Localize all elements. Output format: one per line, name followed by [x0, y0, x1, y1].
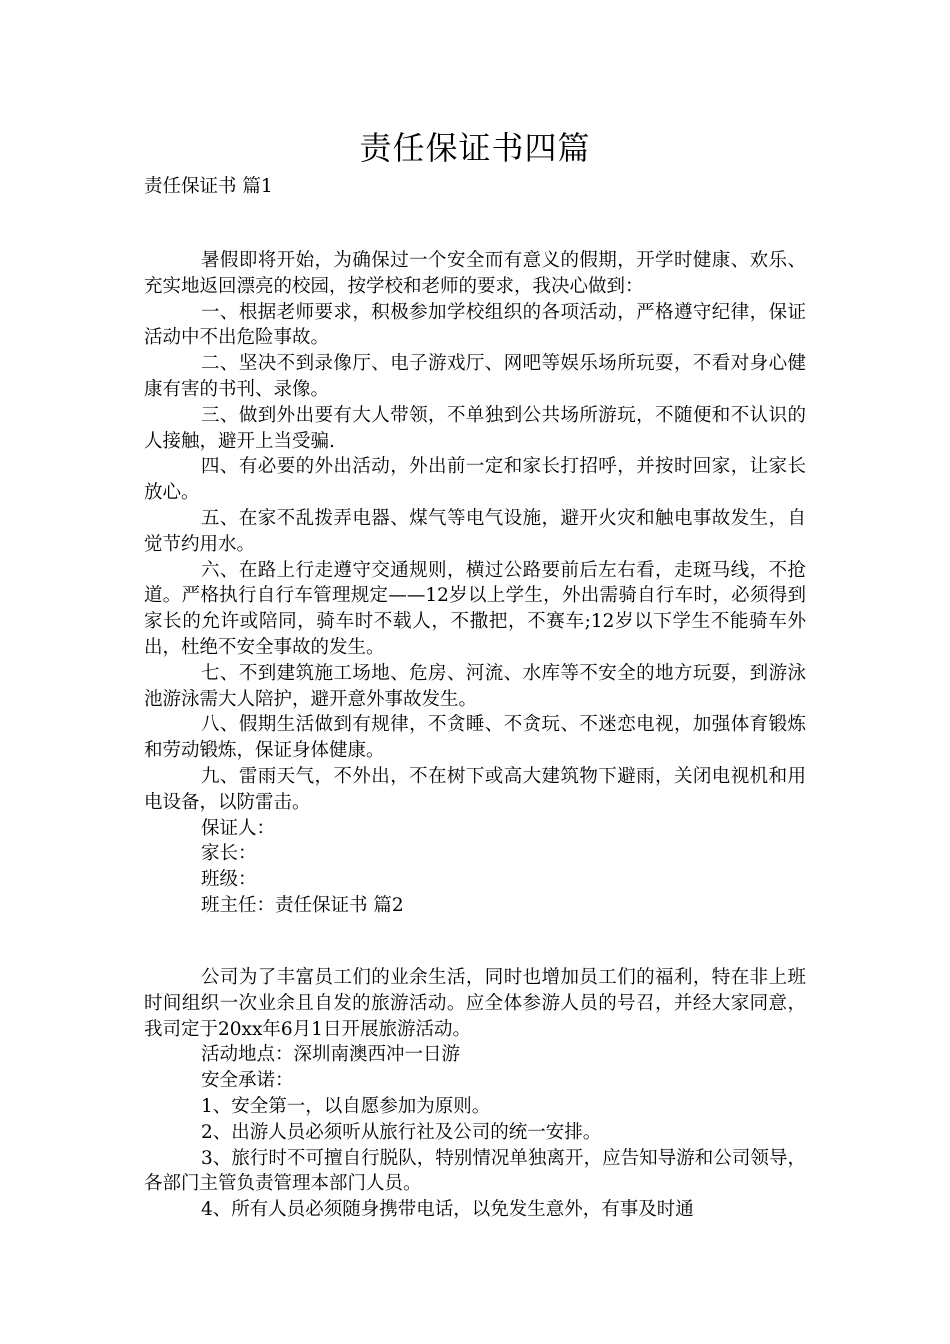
guarantor-label: 保证人： [201, 817, 276, 839]
class-label: 班级： [201, 869, 257, 891]
paragraph: 一、根据老师要求，积极参加学校组织的各项活动，严格遵守纪律，保证活动中不出危险事故。 [144, 301, 806, 349]
paragraph: 暑假即将开始，为确保过一个安全而有意义的假期，开学时健康、欢乐、充实地返回漂亮的校园，按学校和老师的要求，我决心做到： [144, 250, 806, 297]
section-2-body [144, 965, 806, 1223]
paragraph: 六、在路上行走遵守交通规则，横过公路要前后左右看，走斑马线，不抢道。严格执行自行车管理规定——12岁以上学生，外出需骑自行车时，必须得到家长的允许或陪同，骑车时不载人，不撒把，不赛车;12岁以下学生不能骑车外出，杜绝不安全事故的发生。 [144, 559, 806, 658]
activity-location: 活动地点：深圳南澳西冲一日游 [201, 1044, 461, 1066]
paragraph: 4、所有人员必须随身携带电话，以免发生意外，有事及时通 [201, 1199, 694, 1221]
teacher-label: 班主任：责任保证书 篇2 [201, 894, 404, 916]
safety-commitment-heading: 安全承诺： [201, 1070, 294, 1092]
paragraph: 二、坚决不到录像厅、电子游戏厅、网吧等娱乐场所玩耍，不看对身心健康有害的书刊、录像。 [144, 353, 806, 400]
paragraph: 九、雷雨天气，不外出，不在树下或高大建筑物下避雨，关闭电视机和用电设备，以防雷击。 [144, 765, 806, 813]
paragraph: 七、不到建筑施工场地、危房、河流、水库等不安全的地方玩耍，到游泳池游泳需大人陪护，避开意外事故发生。 [144, 662, 806, 710]
paragraph: 八、假期生活做到有规律，不贪睡、不贪玩、不迷恋电视，加强体育锻炼和劳动锻炼，保证身体健康。 [144, 714, 806, 762]
paragraph: 公司为了丰富员工们的业余生活，同时也增加员工们的福利，特在非上班时间组织一次业余且自发的旅游活动。应全体参游人员的号召，并经大家同意，我司定于20xx年6月1日开展旅游活动。 [144, 967, 806, 1040]
paragraph: 五、在家不乱拨弄电器、煤气等电气设施，避开火灾和触电事故发生，自觉节约用水。 [144, 507, 806, 555]
section-1-heading: 责任保证书 篇1 [144, 176, 273, 197]
paragraph: 三、做到外出要有大人带领，不单独到公共场所游玩，不随便和不认识的人接触，避开上当受骗. [144, 404, 806, 452]
parent-label: 家长： [201, 843, 257, 865]
paragraph: 四、有必要的外出活动，外出前一定和家长打招呼，并按时回家，让家长放心。 [144, 456, 806, 504]
paragraph: 1、安全第一，以自愿参加为原则。 [201, 1095, 491, 1117]
paragraph: 3、旅行时不可擅自行脱队，特别情况单独离开，应告知导游和公司领导，各部门主管负责管理本部门人员。 [144, 1147, 806, 1195]
paragraph: 2、出游人员必须听从旅行社及公司的统一安排。 [201, 1121, 602, 1143]
section-1-body [144, 248, 806, 919]
document-title: 责任保证书四篇 [359, 129, 591, 167]
